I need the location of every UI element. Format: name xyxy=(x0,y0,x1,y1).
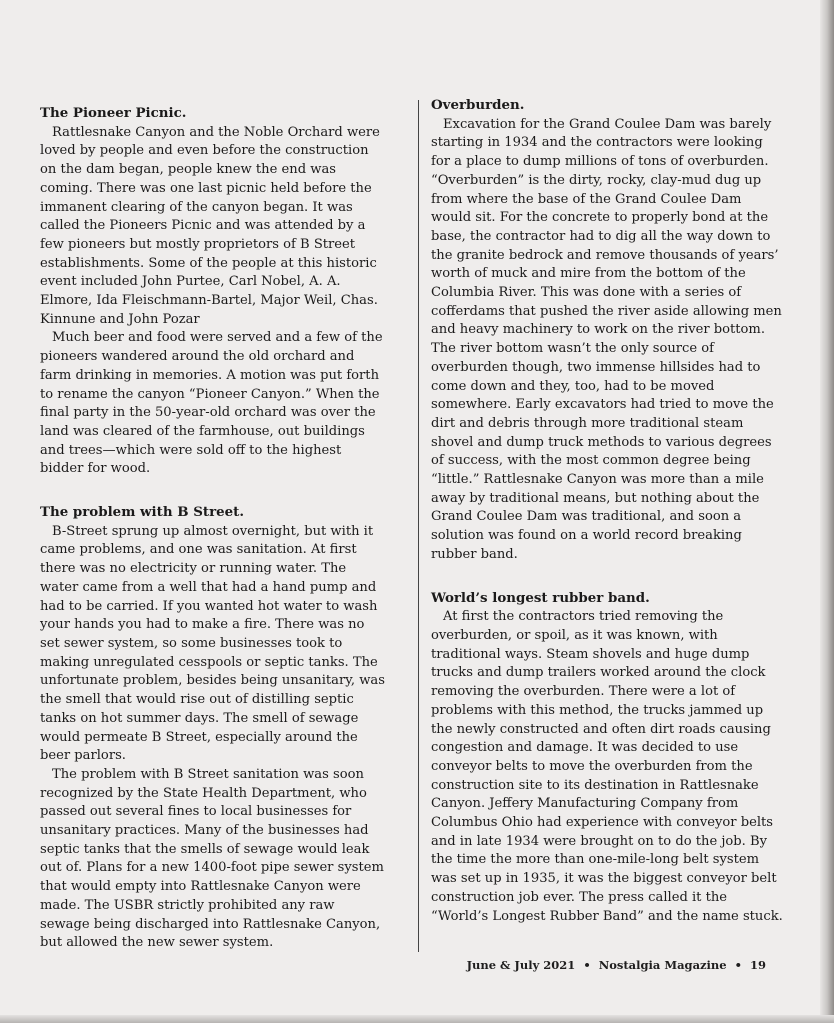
page-footer xyxy=(467,958,766,972)
paragraph: Excavation for the Grand Coulee Dam was barely starting in 1934 and the contractors were looking for a place to dump millions of tons of overburden. “Overburden” is the dirty, rocky, clay-mud dug up from where the base of the Grand Coulee Dam would sit. For the concrete to properly bond at the base, the contractor had to dig all the way down to the granite bedrock and remove thousands of years’ worth of muck and mire from the bottom of the Columbia River. This was done with a series of cofferdams that pushed the river aside allowing men and heavy machinery to work on the river bottom. The river bottom wasn’t the only source of overburden though, two immense hillsides had to come down and they, too, had to be moved somewhere. Early excavators had tried to move the dirt and debris through more traditional steam shovel and dump truck methods to various degrees of success, with the most common degree being “little.” Rattlesnake Canyon was more than a mile away by traditional means, but nothing about the Grand Coulee Dam was traditional, and soon a solution was found on a world record breaking rubber band. xyxy=(431,116,782,562)
section-spacer xyxy=(40,479,386,503)
paragraph: The problem with B Street sanitation was soon recognized by the State Health Department, who passed out several fines to local businesses for unsanitary practices. Many of the businesses had septic tanks that the smells of sewage would leak out of. Plans for a new 1400-foot pipe sewer system that would empty into Rattlesnake Canyon were made. The USBR strictly prohibited any raw sewage being discharged into Rattlesnake Canyon, but allowed the new sewer system. xyxy=(40,766,384,951)
page-number: 19 xyxy=(749,958,766,972)
footer-bullet: • xyxy=(583,958,591,972)
page-bottom-edge xyxy=(0,1015,834,1023)
footer-issue-date: June & July 2021 xyxy=(466,958,576,972)
section-spacer xyxy=(431,565,783,589)
page-edge-shadow xyxy=(820,0,834,1023)
footer-magazine-name: Nostalgia Magazine xyxy=(598,958,727,972)
section-heading-overburden: Overburden. xyxy=(431,97,525,113)
paragraph: Much beer and food were served and a few of the pioneers wandered around the old orchard and farm drinking in memories. A motion was put forth to rename the canyon “Pioneer Canyon.” When the final party in the 50-year-old orchard was over the land was cleared of the farmhouse, out buildings and trees—which were sold off to the highest bidder for wood. xyxy=(40,330,383,477)
left-column xyxy=(40,104,386,953)
paragraph: Rattlesnake Canyon and the Noble Orchard were loved by people and even before the construction on the dam began, people knew the end was coming. There was one last picnic held before the immanent clearing of the canyon began. It was called the Pioneers Picnic and was attended by a few pioneers but mostly proprietors of B Street establishments. Some of the people at this historic event included John Purtee, Carl Nobel, A. A. Elmore, Ida Fleischmann-Bartel, Major Weil, Chas. Kinnune and John Pozar xyxy=(40,124,380,327)
footer-bullet: • xyxy=(734,958,742,972)
section-heading-pioneer-picnic: The Pioneer Picnic. xyxy=(40,105,187,121)
paragraph: At first the contractors tried removing the overburden, or spoil, as it was known, with traditional ways. Steam shovels and huge dump trucks and dump trailers worked around the clock removing the overburden. There were a lot of problems with this method, the trucks jammed up the newly constructed and often dirt roads causing congestion and damage. It was decided to use conveyor belts to move the overburden from the construction site to its destination in Rattlesnake Canyon. Jeffery Manufacturing Company from Columbus Ohio had experience with conveyor belts and in late 1934 were brought on to do the job. By the time the more than one-mile-long belt system was set up in 1935, it was the biggest conveyor belt construction job ever. The press called it the “World’s Longest Rubber Band” and the name stuck. xyxy=(431,609,783,924)
column-divider xyxy=(418,100,419,952)
section-heading-rubber-band: World’s longest rubber band. xyxy=(431,589,650,606)
right-column xyxy=(431,96,783,926)
section-heading-b-street: The problem with B Street. xyxy=(40,504,245,521)
paragraph: B-Street sprung up almost overnight, but with it came problems, and one was sanitation. At first there was no electricity or running water. The water came from a well that had a hand pump and had to be carried. If you wanted hot water to wash your hands you had to make a fire. There was no set sewer system, so some businesses took to making unregulated cesspools or septic tanks. The unfortunate problem, besides being unsanitary, was the smell that would rise out of distilling septic tanks on hot summer days. The smell of sewage would permeate B Street, especially around the beer parlors. xyxy=(40,523,385,764)
